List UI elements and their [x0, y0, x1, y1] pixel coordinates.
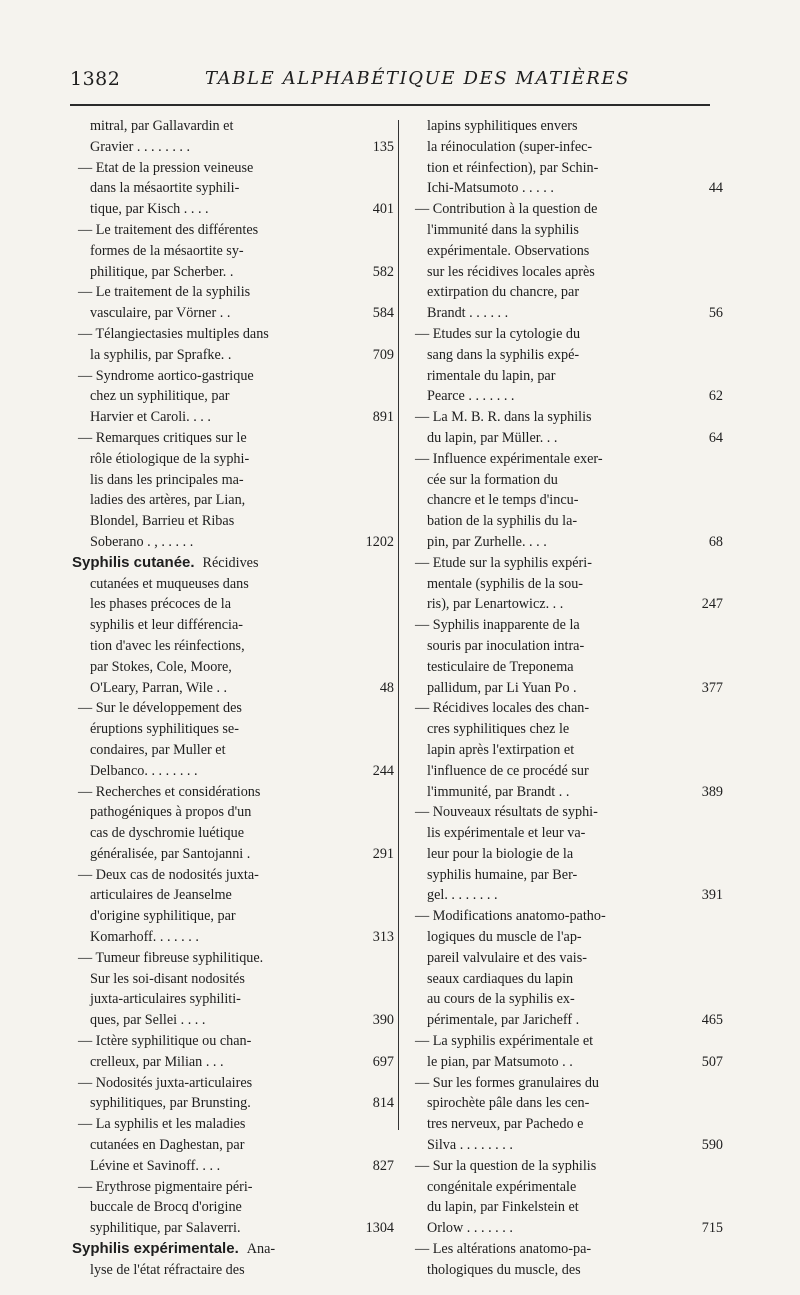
- page-reference: 56: [708, 305, 723, 322]
- page-reference: 465: [701, 1012, 723, 1029]
- index-text: — Télangiectasies multiples dans: [78, 325, 269, 342]
- index-line: [78, 865, 390, 886]
- index-line: [78, 574, 390, 595]
- index-text: Silva . . . . . . . .: [427, 1137, 513, 1154]
- index-line: [415, 761, 715, 782]
- index-text: — Syphilis inapparente de la: [415, 617, 580, 634]
- index-text: philitique, par Scherber. .: [90, 263, 234, 280]
- page-reference: 291: [372, 845, 394, 862]
- page-reference: 1304: [365, 1220, 394, 1237]
- page-reference: 313: [372, 929, 394, 946]
- index-text: chez un syphilitique, par: [90, 388, 230, 405]
- index-line: [415, 282, 715, 303]
- index-line: [415, 1052, 723, 1073]
- index-text: l'immunité dans la syphilis: [427, 221, 579, 238]
- index-line: [78, 740, 390, 761]
- index-line: [415, 719, 715, 740]
- index-text: — Les altérations anatomo-pa-: [415, 1241, 592, 1258]
- index-text: ris), par Lenartowicz. . .: [427, 596, 564, 613]
- index-line: [415, 1218, 723, 1239]
- index-text: Harvier et Caroli. . . .: [90, 409, 211, 426]
- index-line: [415, 345, 715, 366]
- index-text: cée sur la formation du: [427, 471, 558, 488]
- page-reference: 389: [701, 783, 723, 800]
- index-line: [415, 262, 715, 283]
- index-line: [415, 927, 715, 948]
- index-text: Lévine et Savinoff. . . .: [90, 1157, 221, 1174]
- index-text: — Etudes sur la cytologie du: [415, 325, 581, 342]
- index-line: [415, 865, 715, 886]
- running-header: [70, 66, 710, 100]
- index-text: syphilitiques, par Brunsting.: [90, 1095, 251, 1112]
- index-line: [78, 511, 390, 532]
- running-title: TABLE ALPHABÉTIQUE DES MATIÈRES: [205, 68, 631, 89]
- index-line: [415, 178, 723, 199]
- index-text: — La M. B. R. dans la syphilis: [415, 409, 592, 426]
- index-line: [78, 698, 390, 719]
- page-reference: 697: [372, 1053, 394, 1070]
- index-text: l'influence de ce procédé sur: [427, 762, 589, 779]
- index-text: — Syndrome aortico-gastrique: [78, 367, 254, 384]
- index-text: Komarhoff. . . . . . .: [90, 929, 199, 946]
- index-text: généralisée, par Santojanni .: [90, 845, 251, 862]
- index-line: [415, 885, 723, 906]
- index-line: [78, 885, 390, 906]
- page-reference: 507: [701, 1053, 723, 1070]
- index-text: syphilitique, par Salaverri.: [90, 1220, 241, 1237]
- index-line: [415, 241, 715, 262]
- index-text: Sur les soi-disant nodosités: [90, 970, 245, 987]
- index-line: [78, 615, 390, 636]
- page-reference: 814: [372, 1095, 394, 1112]
- index-text: du lapin, par Finkelstein et: [427, 1199, 579, 1216]
- page-reference: 44: [708, 180, 723, 197]
- index-line: [78, 532, 394, 553]
- index-text: buccale de Brocq d'origine: [90, 1199, 242, 1216]
- index-text: mitral, par Gallavardin et: [90, 118, 234, 134]
- index-text: d'origine syphilitique, par: [90, 908, 236, 925]
- index-text: — Le traitement de la syphilis: [78, 284, 251, 301]
- index-line: [78, 1156, 394, 1177]
- index-line: [78, 1218, 394, 1239]
- index-line: [78, 1135, 390, 1156]
- index-text: sang dans la syphilis expé-: [427, 346, 580, 363]
- index-text: expérimentale. Observations: [427, 242, 590, 259]
- index-line: [78, 324, 390, 345]
- page-reference: 64: [708, 429, 723, 446]
- index-line: [78, 1260, 390, 1281]
- index-line: [415, 220, 715, 241]
- index-line: [415, 428, 723, 449]
- index-text: pallidum, par Li Yuan Po .: [427, 679, 577, 696]
- index-line: [78, 906, 390, 927]
- index-line: [78, 678, 394, 699]
- index-text: cres syphilitiques chez le: [427, 721, 570, 738]
- index-text: — Influence expérimentale exer-: [415, 450, 603, 467]
- index-text: — Sur la question de la syphilis: [415, 1157, 597, 1174]
- index-line: [78, 823, 390, 844]
- index-line: [415, 906, 715, 927]
- index-text: formes de la mésaortite sy-: [90, 242, 244, 259]
- index-text: lis expérimentale et leur va-: [427, 825, 586, 842]
- index-text: — Etude sur la syphilis expéri-: [415, 554, 592, 571]
- index-text: au cours de la syphilis ex-: [427, 991, 575, 1008]
- page-reference: 391: [701, 887, 723, 904]
- index-line: [78, 282, 390, 303]
- index-text: vasculaire, par Vörner . .: [90, 305, 231, 322]
- index-text: lyse de l'état réfractaire des: [90, 1261, 245, 1278]
- index-line: [78, 761, 394, 782]
- index-text: Pearce . . . . . . .: [427, 388, 515, 405]
- index-text: — Modifications anatomo-patho-: [415, 908, 606, 925]
- index-line: [78, 636, 390, 657]
- index-text: — Remarques critiques sur le: [78, 429, 247, 446]
- index-line: [78, 1073, 390, 1094]
- page-reference: 377: [701, 679, 723, 696]
- index-line: [78, 116, 390, 137]
- index-line: [415, 1114, 715, 1135]
- page-reference: 244: [372, 762, 394, 779]
- index-text: Ichi-Matsumoto . . . . .: [427, 180, 554, 197]
- index-heading-line: [72, 553, 390, 574]
- index-line: [415, 1197, 715, 1218]
- index-text: syphilis et leur différencia-: [90, 617, 243, 634]
- index-line: [415, 969, 715, 990]
- index-line: [78, 1177, 390, 1198]
- index-text: du lapin, par Müller. . .: [427, 429, 558, 446]
- page-reference: 62: [708, 388, 723, 405]
- index-line: [415, 366, 715, 387]
- index-line: [415, 574, 715, 595]
- index-line: [415, 1073, 715, 1094]
- index-line: [78, 241, 390, 262]
- index-line: [415, 782, 723, 803]
- index-text: juxta-articulaires syphiliti-: [90, 991, 241, 1008]
- index-text: — Nouveaux résultats de syphi-: [415, 804, 598, 821]
- page-reference: 247: [701, 596, 723, 613]
- index-text: — Recherches et considérations: [78, 783, 261, 800]
- index-line: [78, 782, 390, 803]
- index-text: testiculaire de Treponema: [427, 658, 574, 675]
- index-text: rôle étiologique de la syphi-: [90, 450, 250, 467]
- index-line: [78, 1010, 394, 1031]
- index-text: — Etat de la pression veineuse: [78, 159, 254, 176]
- index-text: seaux cardiaques du lapin: [427, 970, 574, 987]
- index-line: [415, 1093, 715, 1114]
- index-text: tique, par Kisch . . . .: [90, 201, 209, 218]
- index-line: [78, 220, 390, 241]
- index-text: — Contribution à la question de: [415, 201, 598, 218]
- index-text: par Stokes, Cole, Moore,: [90, 658, 232, 675]
- index-text: — Sur les formes granulaires du: [415, 1074, 600, 1091]
- index-line: [415, 740, 715, 761]
- index-text: mentale (syphilis de la sou-: [427, 575, 584, 592]
- index-line: [415, 553, 715, 574]
- index-line: [415, 1135, 723, 1156]
- index-line: [78, 1093, 394, 1114]
- index-line: [415, 823, 715, 844]
- index-text: les phases précoces de la: [90, 596, 232, 613]
- index-text: éruptions syphilitiques se-: [90, 721, 239, 738]
- index-line: [78, 1052, 394, 1073]
- page-reference: 135: [372, 138, 394, 155]
- index-text: gel. . . . . . . .: [427, 887, 498, 904]
- page-reference: 827: [372, 1157, 394, 1174]
- index-line: [78, 1197, 390, 1218]
- index-text: thologiques du muscle, des: [427, 1261, 581, 1278]
- index-text: Soberano . , . . . . .: [90, 533, 194, 550]
- page-reference: 68: [708, 533, 723, 550]
- index-line: [78, 303, 394, 324]
- index-line: [78, 989, 390, 1010]
- page-reference: 709: [372, 346, 394, 363]
- index-line: [78, 158, 390, 179]
- index-line: [78, 948, 390, 969]
- index-text: le pian, par Matsumoto . .: [427, 1053, 573, 1070]
- index-line: [78, 594, 390, 615]
- index-text: lis dans les principales ma-: [90, 471, 244, 488]
- index-text: O'Leary, Parran, Wile . .: [90, 679, 228, 696]
- index-text: Gravier . . . . . . . .: [90, 138, 191, 155]
- index-text: logiques du muscle de l'ap-: [427, 929, 582, 946]
- index-text: dans la mésaortite syphili-: [90, 180, 240, 197]
- index-line: [415, 532, 723, 553]
- left-column: [72, 116, 394, 1281]
- index-heading-line: [72, 1239, 390, 1260]
- index-line: [415, 698, 715, 719]
- index-line: [78, 262, 394, 283]
- index-text: — Le traitement des différentes: [78, 221, 259, 238]
- index-heading-continuation: Ana-: [246, 1241, 276, 1258]
- index-line: [415, 303, 723, 324]
- index-line: [415, 158, 715, 179]
- index-line: [415, 678, 723, 699]
- index-text: — Récidives locales des chan-: [415, 700, 590, 717]
- index-text: cutanées et muqueuses dans: [90, 575, 249, 592]
- index-text: bation de la syphilis du la-: [427, 513, 578, 530]
- index-line: [78, 178, 390, 199]
- right-column: [415, 116, 723, 1281]
- index-text: — Erythrose pigmentaire péri-: [78, 1178, 253, 1195]
- index-line: [415, 1031, 715, 1052]
- index-heading: Syphilis cutanée.: [72, 553, 195, 571]
- index-line: [78, 969, 390, 990]
- index-text: spirochète pâle dans les cen-: [427, 1095, 590, 1112]
- index-text: articulaires de Jeanselme: [90, 887, 232, 904]
- index-text: rimentale du lapin, par: [427, 367, 556, 384]
- header-rule: [70, 104, 710, 106]
- index-line: [415, 615, 715, 636]
- index-line: [415, 449, 715, 470]
- index-text: lapin après l'extirpation et: [427, 741, 575, 758]
- index-text: pin, par Zurhelle. . . .: [427, 533, 547, 550]
- index-heading: Syphilis expérimentale.: [72, 1240, 239, 1258]
- index-text: ques, par Sellei . . . .: [90, 1012, 206, 1029]
- index-text: cas de dyschromie luétique: [90, 825, 245, 842]
- index-line: [78, 386, 390, 407]
- index-text: tion et réinfection), par Schin-: [427, 159, 599, 176]
- index-line: [415, 324, 715, 345]
- index-text: pareil valvulaire et des vais-: [427, 949, 587, 966]
- index-text: tres nerveux, par Pachedo e: [427, 1116, 584, 1133]
- index-text: — Nodosités juxta-articulaires: [78, 1074, 253, 1091]
- index-line: [415, 657, 715, 678]
- page-reference: 590: [701, 1137, 723, 1154]
- index-line: [415, 844, 715, 865]
- index-line: [78, 407, 394, 428]
- index-line: [78, 1114, 390, 1135]
- index-line: [415, 470, 715, 491]
- index-text: chancre et le temps d'incu-: [427, 492, 579, 509]
- index-text: ladies des artères, par Lian,: [90, 492, 246, 509]
- index-text: lapins syphilitiques envers: [427, 118, 578, 134]
- index-line: [78, 449, 390, 470]
- index-line: [78, 802, 390, 823]
- page-reference: 390: [372, 1012, 394, 1029]
- index-text: — Tumeur fibreuse syphilitique.: [78, 949, 264, 966]
- index-line: [415, 1177, 715, 1198]
- index-line: [78, 137, 394, 158]
- page-reference: 401: [372, 201, 394, 218]
- index-text: pathogéniques à propos d'un: [90, 804, 252, 821]
- index-text: — La syphilis expérimentale et: [415, 1033, 594, 1050]
- index-line: [415, 386, 723, 407]
- index-line: [415, 199, 715, 220]
- index-line: [415, 636, 715, 657]
- index-text: congénitale expérimentale: [427, 1178, 577, 1195]
- index-line: [415, 948, 715, 969]
- index-line: [415, 116, 715, 137]
- index-line: [78, 470, 390, 491]
- page-reference: 48: [379, 679, 394, 696]
- index-heading-continuation: Récidives: [202, 554, 259, 571]
- page-reference: 891: [372, 409, 394, 426]
- index-line: [78, 490, 390, 511]
- index-line: [78, 428, 390, 449]
- index-text: — Ictère syphilitique ou chan-: [78, 1033, 252, 1050]
- index-text: leur pour la biologie de la: [427, 845, 574, 862]
- index-text: l'immunité, par Brandt . .: [427, 783, 570, 800]
- index-text: la réinoculation (super-infec-: [427, 138, 593, 155]
- index-line: [78, 719, 390, 740]
- index-line: [415, 1156, 715, 1177]
- index-line: [78, 657, 390, 678]
- page-reference: 584: [372, 305, 394, 322]
- index-line: [78, 366, 390, 387]
- index-line: [78, 844, 394, 865]
- column-divider: [398, 120, 399, 1130]
- index-text: cutanées en Daghestan, par: [90, 1137, 245, 1154]
- index-line: [415, 407, 715, 428]
- index-line: [415, 802, 715, 823]
- index-line: [415, 1260, 715, 1281]
- page-number: 1382: [70, 68, 121, 90]
- index-text: Brandt . . . . . .: [427, 305, 509, 322]
- index-text: extirpation du chancre, par: [427, 284, 580, 301]
- index-line: [415, 989, 715, 1010]
- index-line: [415, 137, 715, 158]
- index-line: [415, 594, 723, 615]
- page-reference: 1202: [365, 533, 394, 550]
- index-line: [78, 1031, 390, 1052]
- index-text: — La syphilis et les maladies: [78, 1116, 246, 1133]
- index-text: tion d'avec les réinfections,: [90, 637, 245, 654]
- index-text: la syphilis, par Sprafke. .: [90, 346, 232, 363]
- index-text: Orlow . . . . . . .: [427, 1220, 513, 1237]
- index-line: [78, 927, 394, 948]
- index-line: [415, 511, 715, 532]
- index-text: souris par inoculation intra-: [427, 637, 585, 654]
- index-text: Delbanco. . . . . . . .: [90, 762, 198, 779]
- index-line: [415, 490, 715, 511]
- index-line: [78, 199, 394, 220]
- page-reference: 715: [701, 1220, 723, 1237]
- page-reference: 582: [372, 263, 394, 280]
- index-text: périmentale, par Jaricheff .: [427, 1012, 580, 1029]
- index-text: sur les récidives locales après: [427, 263, 595, 280]
- index-text: Blondel, Barrieu et Ribas: [90, 513, 235, 530]
- index-text: — Deux cas de nodosités juxta-: [78, 866, 259, 883]
- index-line: [415, 1239, 715, 1260]
- index-line: [415, 1010, 723, 1031]
- index-line: [78, 345, 394, 366]
- index-text: crelleux, par Milian . . .: [90, 1053, 224, 1070]
- index-text: condaires, par Muller et: [90, 741, 226, 758]
- index-text: — Sur le développement des: [78, 700, 242, 717]
- index-text: syphilis humaine, par Ber-: [427, 866, 578, 883]
